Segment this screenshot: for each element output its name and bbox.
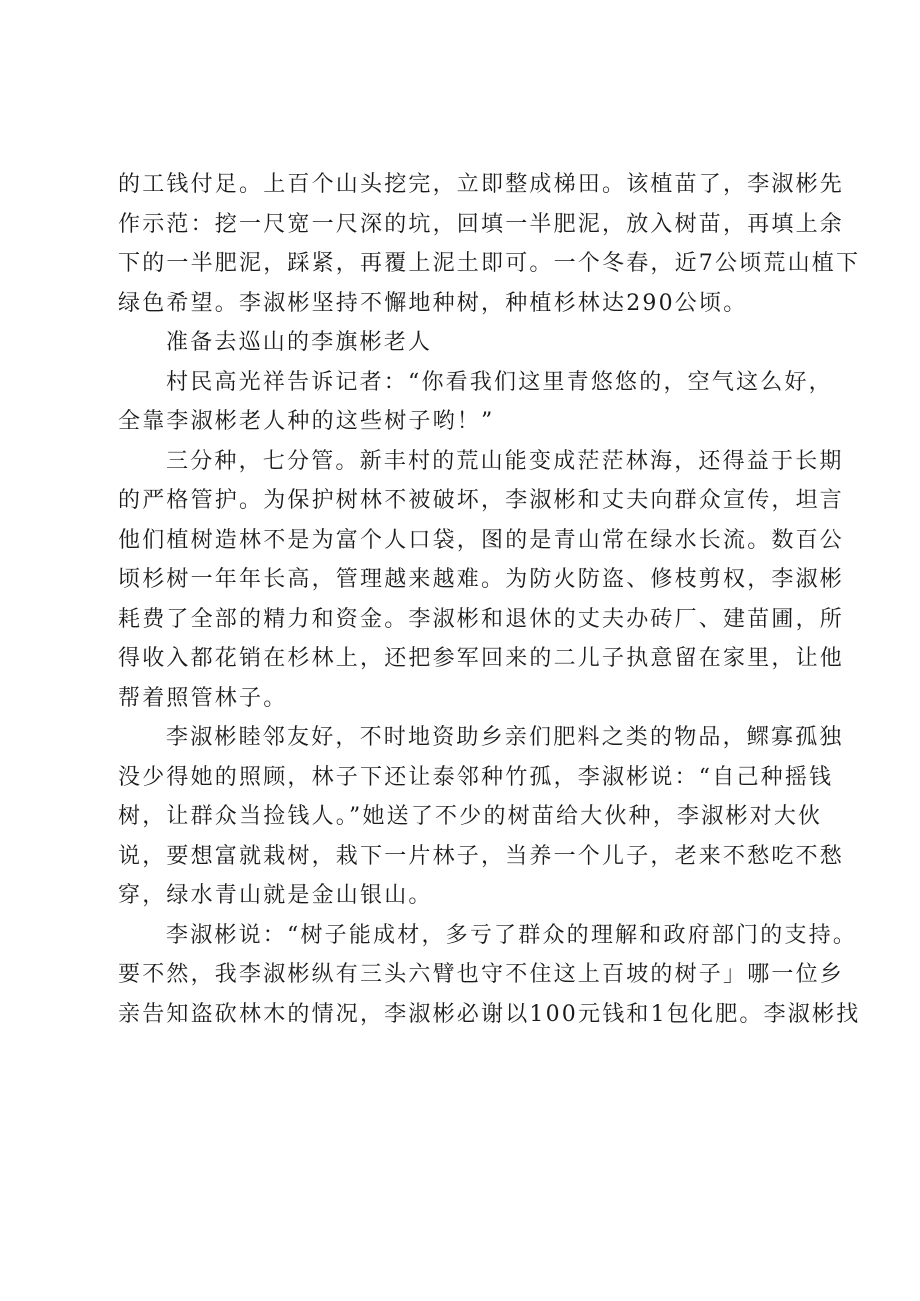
text-line-2: 作示范：挖一尺宽一尺深的坑，回填一半肥泥，放入树苗，再填上余 — [118, 211, 845, 237]
article-body — [118, 165, 861, 1034]
text-line-16: 没少得她的照顾，林子下还让泰邻种竹孤，李淑彬说：“自己种摇钱 — [118, 764, 834, 790]
text-line-20: 李淑彬说：“树子能成材，多亏了群众的理解和政府部门的支持。 — [166, 922, 858, 948]
photo-caption: 准备去巡山的李旗彬老人 — [166, 330, 433, 355]
text-line-9: 的严格管护。为保护树林不被破坏，李淑彬和丈夫向群众宣传，坦言 — [118, 488, 845, 513]
text-line-19: 穿，绿水青山就是金山银山。 — [118, 883, 433, 908]
text-line-8: 三分种，七分管。新丰村的荒山能变成茫茫林海，还得益于长期 — [166, 448, 844, 474]
text-line-17: 树，让群众当捡钱人。”她送了不少的树苗给大伙种，李淑彬对大伙 — [118, 804, 823, 829]
text-line-3: 下的一半肥泥，踩紧，再覆上泥土即可。一个冬春，近7公顷荒山植下 — [118, 251, 861, 276]
text-line-6: 村民高光祥告诉记者：“你看我们这里青悠悠的，空气这么好， — [166, 369, 833, 395]
text-line-10: 他们植树造林不是为富个人口袋，图的是青山常在绿水长流。数百公 — [118, 527, 845, 553]
text-line-1: 的工钱付足。上百个山头挖完，立即整成梯田。该植苗了，李淑彬先 — [118, 172, 845, 197]
text-line-12: 耗费了全部的精力和资金。李淑彬和退休的丈夫办砖厂、建苗圃，所 — [118, 606, 845, 632]
text-line-13: 得收入都花销在杉林上，还把参军回来的二儿子执意留在家里，让他 — [118, 646, 845, 671]
text-line-15: 李淑彬睦邻友好，不时地资助乡亲们肥料之类的物品，鳏寡孤独 — [166, 725, 844, 750]
text-line-4: 绿色希望。李淑彬坚持不懈地种树，种植杉林达290公顷。 — [118, 290, 748, 316]
text-line-22: 亲告知盗砍林木的情况，李淑彬必谢以100元钱和1包化肥。李淑彬找 — [118, 1001, 861, 1027]
text-line-7: 全靠李淑彬老人种的这些树子哟！” — [118, 409, 495, 434]
text-line-18: 说，要想富就栽树，栽下一片林子，当养一个儿子，老来不愁吃不愁 — [118, 843, 845, 869]
text-line-11: 顷杉树一年年长高，管理越来越难。为防火防盗、修枝剪权，李淑彬 — [118, 567, 845, 592]
text-line-21: 要不然，我李淑彬纵有三头六臂也守不住这上百坡的树子」哪一位乡 — [118, 962, 845, 987]
text-line-14: 帮着照管林子。 — [118, 685, 288, 711]
